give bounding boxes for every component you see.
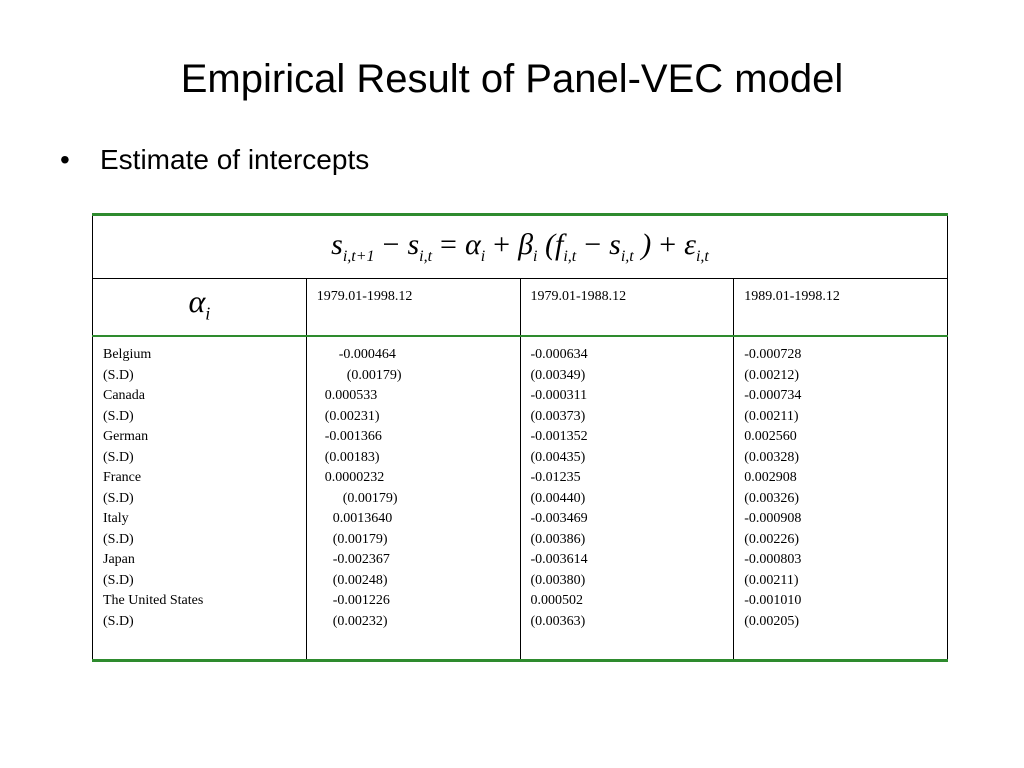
row-label: (S.D) [103, 490, 134, 506]
estimate-cell: -0.000734 [744, 388, 802, 403]
row-label: France [103, 470, 142, 485]
model-equation [93, 215, 948, 279]
estimate-cell: (0.00205) [744, 613, 800, 629]
row-label: (S.D) [103, 408, 134, 424]
estimate-cell: (0.00211) [744, 408, 799, 424]
row-label: Belgium [103, 347, 152, 362]
row-label: German [103, 429, 149, 444]
estimate-cell: 0.000533 [324, 388, 378, 403]
estimate-cell: (0.00232) [332, 613, 388, 629]
estimates-column-3 [734, 336, 948, 661]
period-header-3: 1989.01-1998.12 [734, 279, 948, 337]
estimate-cell: (0.00386) [530, 531, 586, 547]
estimate-cell: 0.002560 [744, 429, 797, 444]
estimate-cell: -0.001226 [332, 593, 390, 608]
row-label: (S.D) [103, 572, 134, 588]
bullet-text: Estimate of intercepts [100, 144, 370, 175]
estimate-cell: (0.00179) [342, 490, 398, 506]
estimate-cell: (0.00231) [324, 408, 380, 424]
estimate-cell: (0.00349) [530, 367, 586, 383]
estimate-cell: (0.00211) [744, 572, 799, 588]
row-label: (S.D) [103, 531, 134, 547]
estimate-cell: -0.002367 [332, 552, 390, 567]
alpha-header: $\alpha_i$ [93, 279, 307, 337]
estimate-cell: (0.00363) [530, 613, 586, 629]
bullet-dot-icon: • [60, 144, 70, 175]
estimate-cell: (0.00183) [324, 449, 380, 465]
row-label: Italy [103, 511, 129, 526]
estimate-cell: -0.001352 [530, 429, 588, 444]
estimate-cell: -0.000803 [744, 552, 802, 567]
row-label: Japan [103, 552, 135, 567]
estimate-cell: -0.001010 [744, 593, 802, 608]
estimate-cell: -0.000634 [530, 347, 588, 362]
estimate-cell: -0.003614 [530, 552, 588, 567]
period-header-1: 1979.01-1998.12 [306, 279, 520, 337]
estimate-cell: -0.003469 [530, 511, 588, 526]
equation-formula: $s_{i,t+1} - s_{i,t} = \alpha_i + \beta_i$ ($f_{i,t} - s_{i,t}$ ) + $\varepsilon_{i,t}$ [331, 227, 709, 265]
estimate-cell: (0.00248) [332, 572, 388, 588]
row-label: Canada [103, 388, 145, 403]
estimate-cell: (0.00226) [744, 531, 800, 547]
row-label: (S.D) [103, 367, 134, 383]
estimate-cell: 0.000502 [530, 593, 583, 608]
row-label: (S.D) [103, 613, 134, 629]
estimate-cell: 0.002908 [744, 470, 797, 485]
estimate-cell: (0.00179) [346, 367, 402, 383]
estimate-cell: (0.00326) [744, 490, 800, 506]
estimate-cell: 0.0013640 [332, 511, 393, 526]
period-header-2: 1979.01-1988.12 [520, 279, 734, 337]
estimates-table [92, 213, 948, 662]
estimate-cell: -0.000464 [338, 347, 396, 362]
estimate-cell: (0.00212) [744, 367, 800, 383]
slide-title: Empirical Result of Panel-VEC model [180, 57, 844, 101]
estimate-cell: 0.0000232 [324, 470, 385, 485]
estimate-cell: -0.000311 [530, 388, 588, 403]
row-label: (S.D) [103, 449, 134, 465]
estimate-cell: -0.001366 [324, 429, 382, 444]
estimate-cell: (0.00179) [332, 531, 388, 547]
estimates-column-2 [520, 336, 734, 661]
estimate-cell: (0.00440) [530, 490, 586, 506]
row-label: The United States [103, 593, 204, 608]
estimate-cell: (0.00380) [530, 572, 586, 588]
estimate-cell: (0.00435) [530, 449, 586, 465]
estimate-cell: -0.01235 [530, 470, 581, 485]
bullet-item [60, 142, 369, 178]
estimate-cell: (0.00373) [530, 408, 586, 424]
estimate-cell: -0.000908 [744, 511, 802, 526]
estimates-column-1 [306, 336, 520, 661]
estimate-cell: -0.000728 [744, 347, 802, 362]
country-column [93, 336, 307, 661]
estimate-cell: (0.00328) [744, 449, 800, 465]
